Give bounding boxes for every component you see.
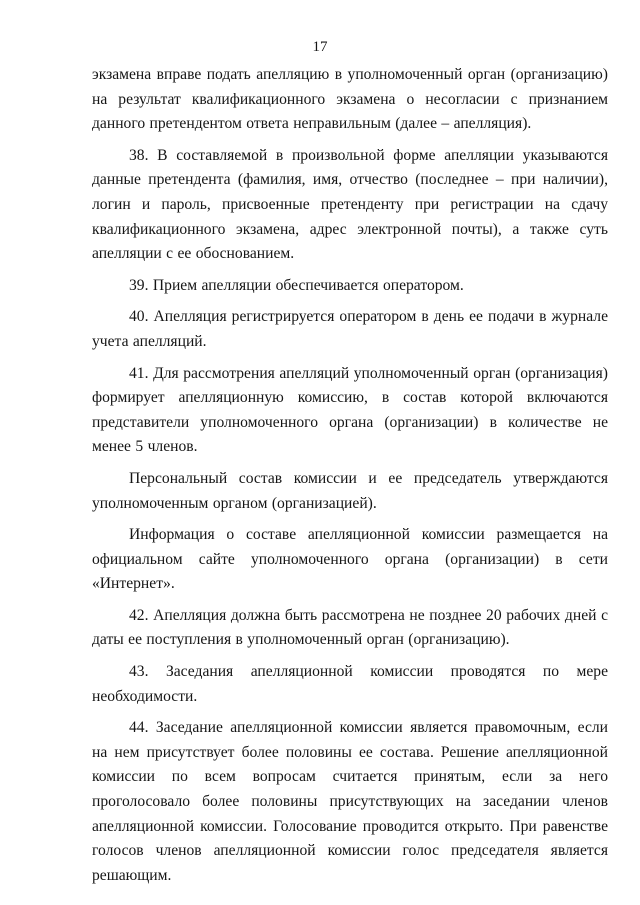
paragraph-commission-composition: Персональный состав комиссии и ее председатель утверждаются уполномоченным органом (организацией). xyxy=(92,469,608,512)
paragraph-41: 41. Для рассмотрения апелляций уполномоченный орган (организация) формирует апелляционную комиссию, в состав которой включаются представители уполномоченного органа (организации) в количестве не менее 5 членов. xyxy=(92,364,608,456)
paragraph-38: 38. В составляемой в произвольной форме апелляции указываются данные претендента (фамилия, имя, отчество (последнее – при наличии), логин и пароль, присвоенные претенденту при регистрации на сдачу квалификационного экзамена, адрес электронной почты), а также суть апелляции с ее обоснованием. xyxy=(92,146,608,263)
paragraph-40: 40. Апелляция регистрируется оператором в день ее подачи в журнале учета апелляций. xyxy=(92,308,608,350)
paragraph-39: 39. Прием апелляции обеспечивается оператором. xyxy=(129,276,464,294)
paragraph-42: 42. Апелляция должна быть рассмотрена не позднее 20 рабочих дней с даты ее поступления в уполномоченный орган (организацию). xyxy=(92,606,608,649)
paragraph-44: 44. Заседание апелляционной комиссии является правомочным, если на нем присутствует более половины ее состава. Решение апелляционной комиссии по всем вопросам считается принятым, если за него проголосовало более половины присутствующих на заседании членов апелляционной комиссии. Голосование проводится открыто. При равенстве голосов членов апелляционной комиссии голос председателя является решающим. xyxy=(92,719,608,884)
paragraph-commission-info: Информация о составе апелляционной комиссии размещается на официальном сайте уполномоченного органа (организации) в сети «Интернет». xyxy=(92,526,608,593)
page-number: 17 xyxy=(312,39,328,55)
paragraph-43: 43. Заседания апелляционной комиссии проводятся по мере необходимости. xyxy=(92,663,608,705)
document-body xyxy=(92,63,608,895)
paragraph-continuation: экзамена вправе подать апелляцию в уполномоченный орган (организацию) на результат квалификационного экзамена о несогласии с признанием данного претендентом ответа неправильным (далее – апелляция). xyxy=(92,66,608,133)
